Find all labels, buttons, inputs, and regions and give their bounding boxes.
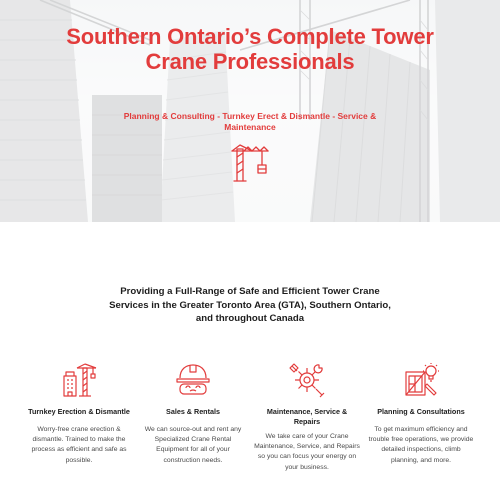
hero-title: Southern Ontario’s Complete Tower Crane Professionals xyxy=(66,24,434,74)
service-card-turnkey xyxy=(25,362,133,492)
hero-section xyxy=(0,0,500,222)
service-title: Planning & Consultations xyxy=(377,407,465,416)
service-description: To get maximum efficiency and trouble free operations, we provide detailed inspections, climb planning, and more. xyxy=(368,426,474,464)
intro-heading: Providing a Full-Range of Safe and Efficient Tower Crane Services in the Greater Toronto Area (GTA), Southern Ontario, and throughout Canada xyxy=(109,286,391,324)
service-title: Maintenance, Service & Repairs xyxy=(266,407,348,426)
service-description: We can source-out and rent any Specialized Crane Rental Equipment for all of your construction needs. xyxy=(144,426,242,464)
service-description: Worry-free crane erection & dismantle. Trained to make the process as efficient and safe as possible. xyxy=(31,426,127,464)
crane-building-icon xyxy=(61,362,97,398)
service-card-sales-rentals xyxy=(139,362,247,492)
service-title: Turnkey Erection & Dismantle xyxy=(28,407,130,416)
services-section xyxy=(25,362,475,492)
service-description: We take care of your Crane Maintenance, Service, and Repairs so you can focus your energy on your business. xyxy=(254,433,360,471)
blueprint-idea-icon xyxy=(403,362,439,398)
service-card-planning xyxy=(367,362,475,492)
gear-tools-icon xyxy=(289,362,325,398)
hard-hat-goggles-icon xyxy=(175,362,211,398)
service-title: Sales & Rentals xyxy=(166,407,220,416)
tower-crane-icon xyxy=(228,143,272,183)
service-card-maintenance xyxy=(253,362,361,492)
hero-subtitle: Planning & Consulting - Turnkey Erect & Dismantle - Service & Maintenance xyxy=(123,111,377,132)
